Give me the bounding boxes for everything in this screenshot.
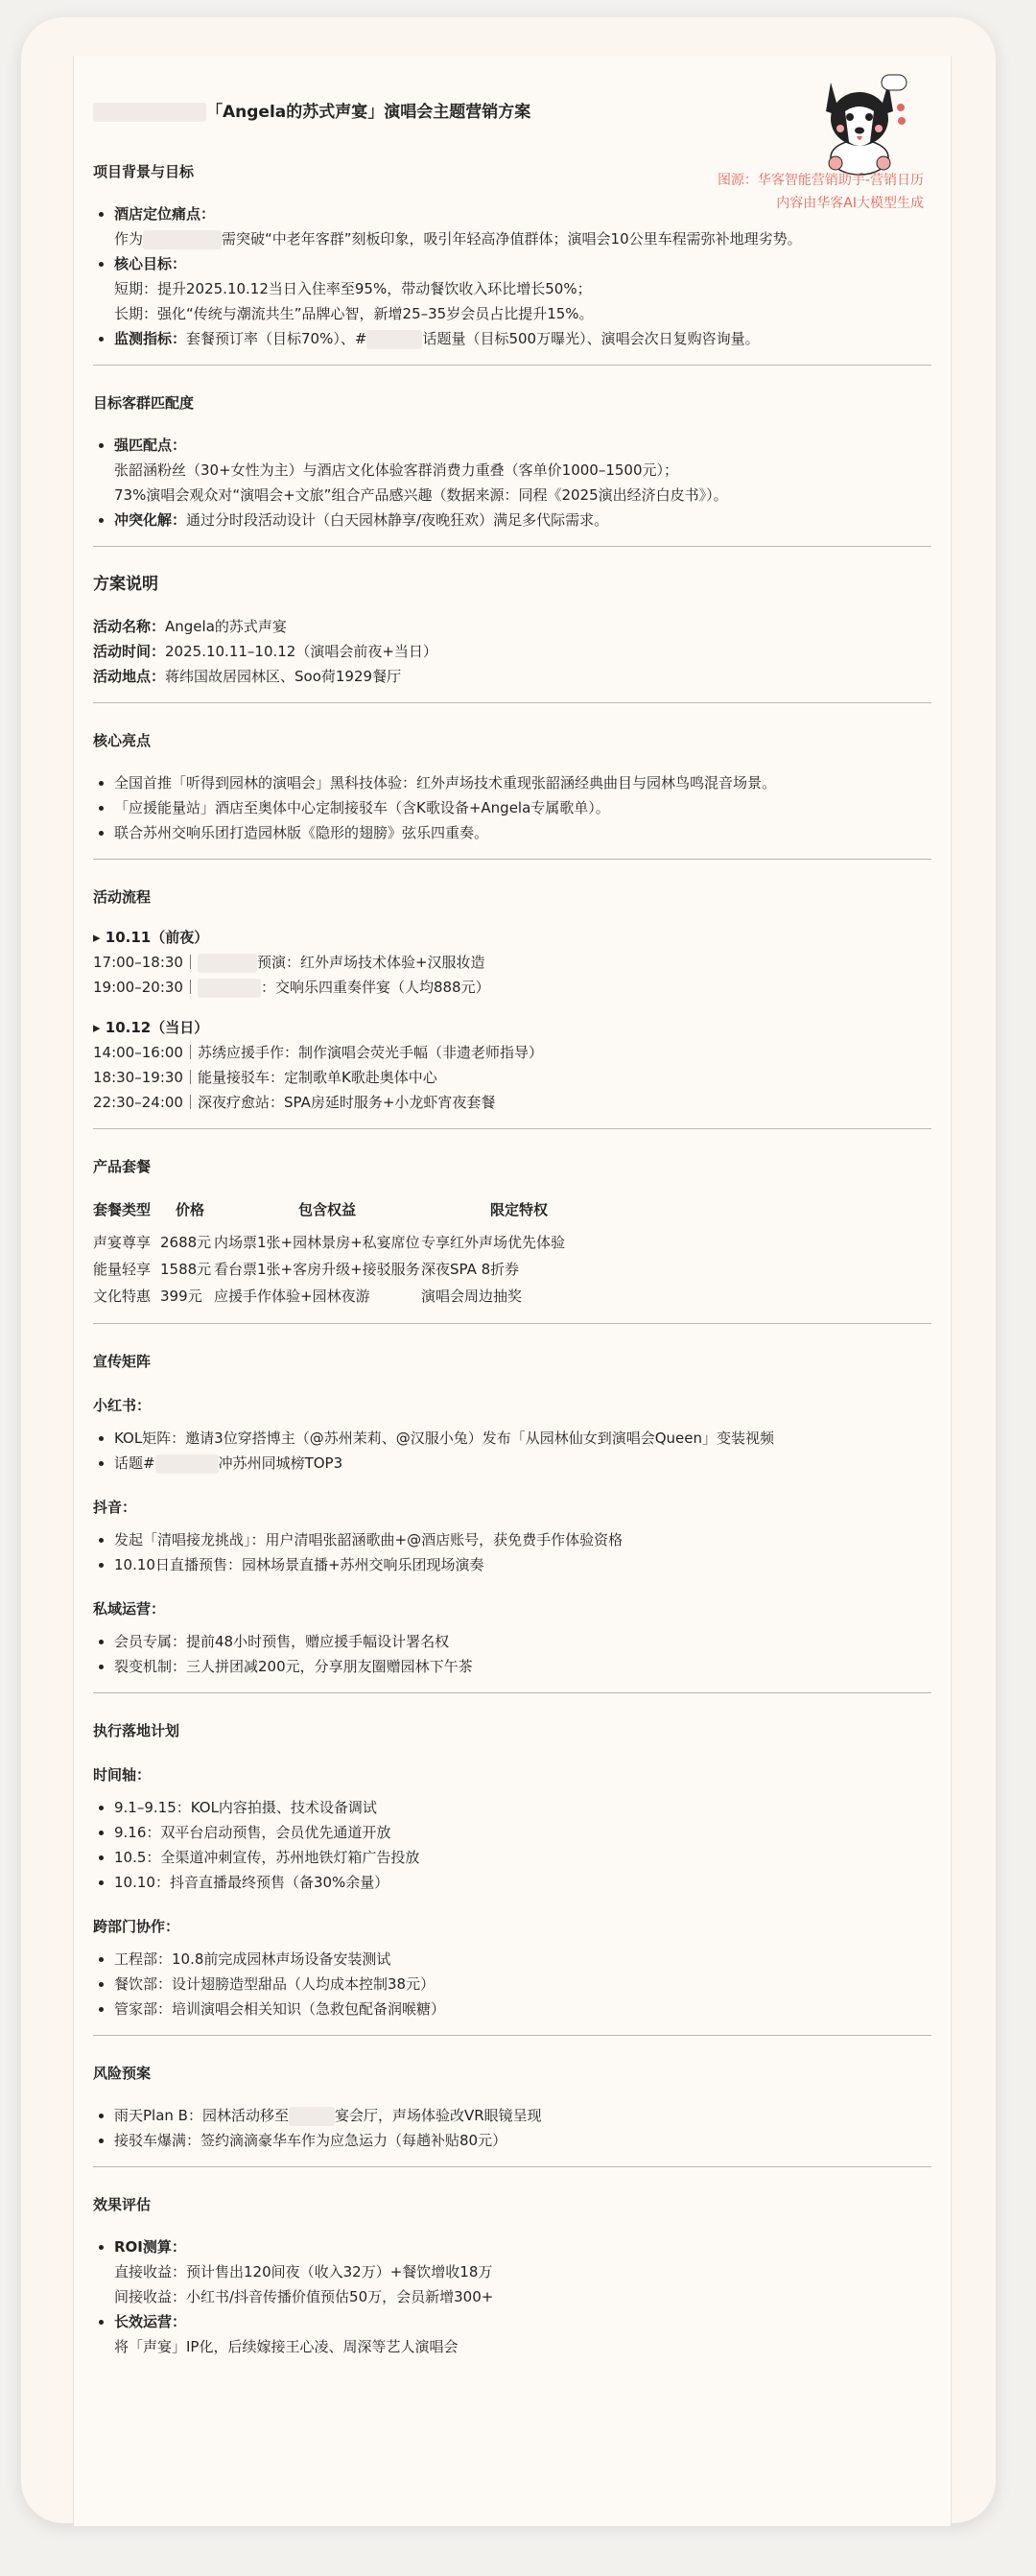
table-cell: 内场票1张+园林景房+私宴席位 [214,1234,420,1251]
item-label: 核心目标： [114,255,187,272]
list-item: • 发起「清唱接龙挑战」：用户清唱张韶涵歌曲+@酒店账号，获免费手作体验资格 [114,1527,931,1552]
flow-row [93,975,931,1000]
item-text: 话题量（目标500万曝光）、演唱会次日复购咨询量。 [422,330,760,347]
source-note [718,169,924,215]
list-item: • 管家部：培训演唱会相关知识（急救包配备润喉糖） [114,1997,931,2021]
section-heading: 产品套餐 [93,1158,152,1175]
section-heading: 效果评估 [93,2196,152,2213]
table-cell: 深夜SPA 8折券 [421,1261,520,1278]
column-header: 包含权益 [298,1201,357,1218]
table-row [93,1256,931,1283]
list-item: • 9.1–9.15：KOL内容拍摄、技术设备调试 [114,1795,931,1820]
item-text: 长期：强化“传统与潮流共生”品牌心智，新增25–35岁会员占比提升15%。 [114,305,594,322]
item-text: 间接收益：小红书/抖音传播价值预估50万，会员新增300+ [114,2288,494,2305]
list-item [114,1451,931,1476]
list-item: • KOL矩阵：邀请3位穿搭博主（@苏州茉莉、@汉服小兔）发布「从园林仙女到演唱会Queen」变装视频 [114,1426,931,1451]
section-heading: 目标客群匹配度 [93,394,195,412]
item-text: 需突破“中老年客群”刻板印象，吸引年轻高净值群体；演唱会10公里车程需弥补地理劣势。 [222,230,802,248]
package-table [93,1196,931,1310]
field-label: 活动名称： [93,618,166,635]
section-promotion [93,1349,931,1693]
table-cell: 看台票1张+客房升级+接驳服务 [214,1261,420,1278]
item-label: 强匹配点： [114,437,187,454]
list-item: • 10.10：抖音直播最终预售（备30%余量） [114,1870,931,1895]
item-label: 监测指标： [114,330,187,347]
sub-heading: 时间轴： [93,1766,152,1784]
item-label: 长效运营： [114,2313,187,2330]
plan-place-row [93,664,931,689]
section-plan [93,572,931,703]
item-text: 直接收益：预计售出120间夜（收入32万）+餐饮增收18万 [114,2263,493,2281]
flow-text: 预演：红外声场技术体验+汉服妆造 [256,954,485,971]
redacted-text [366,330,422,349]
redacted-text [198,979,261,998]
field-value: Angela的苏式声宴 [165,618,287,635]
section-audience [93,390,931,547]
source-line-1: 图源：华客智能营销助手-营销日历 [717,173,924,188]
section-highlights [93,728,931,860]
sub-heading: 跨部门协作： [93,1918,180,1935]
list-item: • 工程部：10.8前完成园林声场设备安装测试 [114,1947,931,1972]
flow-time: 17:00–18:30｜ [93,954,198,971]
list-item: • 全国首推「听得到园林的演唱会」黑科技体验：红外声场技术重现张韶涵经典曲目与园林鸟鸣混音场景。 [114,770,931,795]
item-text: 张韶涵粉丝（30+女性为主）与酒店文化体验客群消费力重叠（客单价1000–1500元）； [114,461,679,479]
table-cell: 文化特惠 [93,1288,152,1305]
item-text: 短期：提升2025.10.12当日入住率至95%，带动餐饮收入环比增长50%； [114,280,592,297]
section-heading: 风险预案 [93,2065,152,2082]
item-text: 将「声宴」IP化，后续嫁接王心凌、周深等艺人演唱会 [114,2338,459,2355]
list-item: • 10.5：全渠道冲刺宣传，苏州地铁灯箱广告投放 [114,1845,931,1870]
list-item: • 联合苏州交响乐团打造园林版《隐形的翅膀》弦乐四重奏。 [114,820,931,845]
list-item: • 10.10日直播预售：园林场景直播+苏州交响乐团现场演奏 [114,1552,931,1577]
list-item [114,251,931,326]
flow-row: 22:30–24:00｜深夜疗愈站：SPA房延时服务+小龙虾宵夜套餐 [93,1094,496,1111]
list-item [114,433,931,508]
redacted-text [289,2107,335,2126]
table-cell: 2688元 [160,1234,212,1251]
column-header: 套餐类型 [93,1201,152,1218]
source-line-2: 内容由华客AI大模型生成 [776,196,924,211]
document-sheet [73,56,952,2526]
item-label: 酒店定位痛点： [114,205,216,223]
section-heading: 方案说明 [93,575,158,594]
flow-row: 14:00–16:00｜苏绣应援手作：制作演唱会荧光手幅（非遗老师指导） [93,1044,543,1061]
item-text: 话题# [114,1454,155,1472]
field-value: 2025.10.11–10.12（演唱会前夜+当日） [165,643,437,660]
item-label: ROI测算： [114,2238,186,2256]
section-heading: 项目背景与目标 [93,163,195,180]
list-item: • 「应援能量站」酒店至奥体中心定制接驳车（含K歌设备+Angela专属歌单）。 [114,795,931,820]
document-title [93,100,931,125]
item-text: 套餐预订率（目标70%）、# [186,330,367,347]
section-execution [93,1718,931,2036]
list-item [114,2103,931,2128]
table-cell: 应援手作体验+园林夜游 [214,1288,370,1305]
redacted-text [155,1454,219,1474]
item-text: 通过分时段活动设计（白天园林静享/夜晚狂欢）满足多代际需求。 [186,511,609,529]
flow-day-label: ▸ 10.12（当日） [93,1019,209,1036]
sub-heading: 私域运营： [93,1600,166,1618]
item-text: 73%演唱会观众对“演唱会+文旅”组合产品感兴趣（数据来源：同程《2025演出经济白皮书》）。 [114,486,728,504]
list-item: • 会员专属：提前48小时预售，赠应援手幅设计署名权 [114,1629,931,1654]
list-item [114,326,931,351]
list-item [114,508,931,532]
redacted-text [198,954,257,973]
list-item: • 9.16：双平台启动预售，会员优先通道开放 [114,1820,931,1845]
column-header: 价格 [176,1201,205,1218]
flow-row [93,950,931,975]
list-item: • 裂变机制：三人拼团减200元，分享朋友圈赠园林下午茶 [114,1654,931,1679]
item-text: 作为 [114,230,144,248]
field-label: 活动地点： [93,668,166,685]
flow-day-label: ▸ 10.11（前夜） [93,929,209,946]
redacted-text [93,103,206,122]
section-flow [93,885,931,1129]
section-packages [93,1154,931,1324]
section-risk [93,2061,931,2167]
section-heading: 执行落地计划 [93,1722,180,1739]
table-cell: 能量轻享 [93,1261,152,1278]
table-cell: 399元 [160,1288,202,1305]
flow-text: ：交响乐四重奏伴宴（人均888元） [260,979,490,996]
section-heading: 宣传矩阵 [93,1353,152,1370]
list-item [114,2234,931,2309]
list-item: • 餐饮部：设计翅膀造型甜品（人均成本控制38元） [114,1972,931,1997]
sub-heading: 抖音： [93,1499,137,1516]
section-heading: 活动流程 [93,888,152,906]
list-item: • 接驳车爆满：签约滴滴豪华车作为应急运力（每趟补贴80元） [114,2128,931,2153]
table-cell: 专享红外声场优先体验 [421,1234,566,1251]
item-label: 冲突化解： [114,511,187,529]
item-text: 宴会厅，声场体验改VR眼镜呈现 [334,2107,542,2124]
item-text: 雨天Plan B：园林活动移至 [114,2107,289,2124]
column-header: 限定特权 [490,1201,549,1218]
field-value: 蒋纬国故居园林区、Soo荷1929餐厅 [165,668,402,685]
flow-time: 19:00–20:30｜ [93,979,198,996]
list-item [114,2309,931,2359]
flow-row: 18:30–19:30｜能量接驳车：定制歌单K歌赴奥体中心 [93,1069,437,1086]
table-cell: 1588元 [160,1261,212,1278]
table-row [93,1283,931,1310]
table-row [93,1229,931,1256]
item-text: 冲苏州同城榜TOP3 [218,1454,343,1472]
table-cell: 声宴尊享 [93,1234,152,1251]
redacted-text [143,230,222,249]
plan-time-row [93,639,931,664]
sub-heading: 小红书： [93,1397,152,1414]
dog-mascot-illustration [807,63,912,178]
title-text: 「Angela的苏式声宴」演唱会主题营销方案 [206,103,531,122]
field-label: 活动时间： [93,643,166,660]
section-heading: 核心亮点 [93,732,152,749]
plan-name-row [93,614,931,639]
section-evaluation [93,2192,931,2359]
table-header-row [93,1196,931,1223]
table-cell: 演唱会周边抽奖 [421,1288,523,1305]
